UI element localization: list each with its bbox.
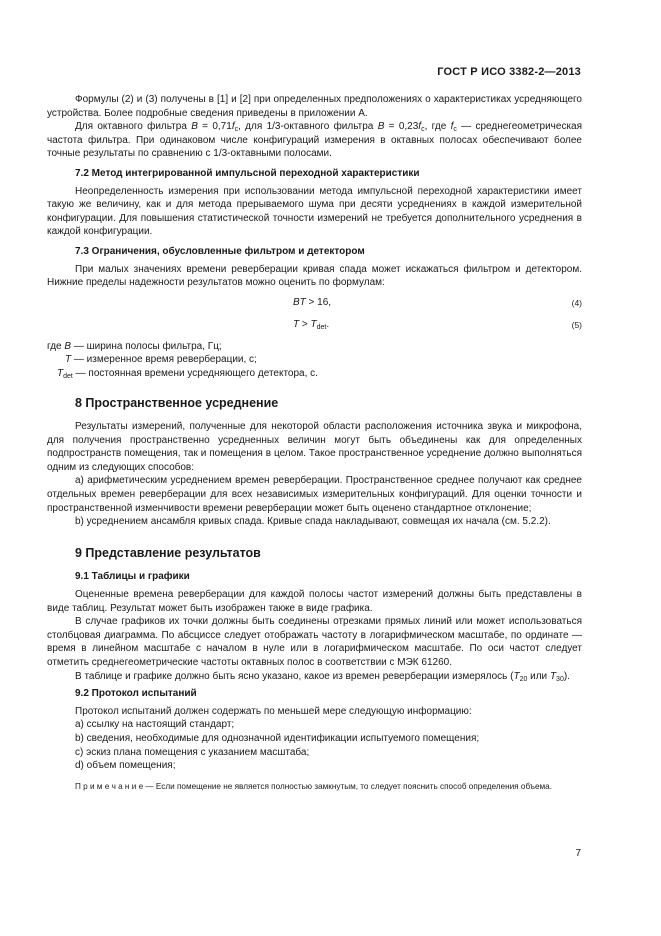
- section-heading-8: 8 Пространственное усреднение: [75, 395, 279, 410]
- section-heading-9-1: 9.1 Таблицы и графики: [75, 571, 190, 583]
- list-item: b) сведения, необходимые для однозначной идентификации испытуемого помещения;: [75, 732, 480, 744]
- paragraph: Формулы (2) и (3) получены в [1] и [2] при определенных предположениях о характеристиках усредняющего устройства. Более подробные сведения приведены в приложении А.: [47, 94, 582, 119]
- formula-4: [47, 292, 582, 314]
- definition-line: $T_{det}$ — постоянная времени усредняющего детектора, с.: [57, 367, 318, 380]
- formula-5: [47, 314, 582, 336]
- formula-number: (4): [571, 297, 582, 308]
- paragraph: При малых значениях времени реверберации кривая спада может искажаться фильтром и детектором. Нижние пределы надежности результатов можно оценить по формулам:: [47, 263, 582, 289]
- paragraph: b) усреднением ансамбля кривых спада. Кривые спада накладывают, совмещая их начала (см. 5.2.2).: [75, 516, 551, 528]
- page-content: [47, 93, 582, 792]
- paragraph: Результаты измерений, полученные для некоторой области расположения источника звука и микрофона, для получения пространственно усредненных величин могут быть объединены как для определенных подпространств помещения, так и помещения в целом. Такое пространственное усреднение должно выполняться одним из следующих способов:: [47, 421, 582, 473]
- paragraph: В случае графиков их точки должны быть соединены отрезками прямых линий или может использоваться столбцовая диаграмма. По абсциссе следует отображать частоту в логарифмическом масштабе, по ординате — время в линейном масштабе с началом в нуле или в логарифмическом масштабе. По оси частот следует отметить среднегеометрические частоты октавных полос в соответствии с МЭК 61260.: [47, 616, 582, 668]
- formula-expression: $T > T_{det}$.: [293, 318, 330, 331]
- list-item: c) эскиз плана помещения с указанием масштаба;: [75, 746, 310, 758]
- definition-line: T — измеренное время реверберации, с;: [65, 354, 257, 366]
- definition-line: где B — ширина полосы фильтра, Гц;: [47, 340, 222, 352]
- section-heading-9: 9 Представление результатов: [75, 545, 261, 560]
- formula-number: (5): [571, 319, 582, 330]
- paragraph: Неопределенность измерения при использовании метода импульсной переходной характеристики имеет такую же величину, как и для метода прерываемого шума при десяти усреднениях в каждой измерительной конфигурации. Для повышения статистической точности измерений не требуется дополнительного усреднения в каждой конфигурации.: [47, 185, 582, 238]
- paragraph: Протокол испытаний должен содержать по меньшей мере следующую информацию:: [75, 705, 472, 717]
- paragraph: Оцененные времена реверберации для каждой полосы частот измерений должны быть представлены в виде таблиц. Результат может быть изображен также в виде графика.: [47, 589, 582, 614]
- section-heading-9-2: 9.2 Протокол испытаний: [75, 688, 197, 700]
- paragraph: Для октавного фильтра $B = 0,71f_c$, для 1/3-октавного фильтра $B = 0,23f_c$, где $f_c$ — среднегеометрическая частота фильтра. При одинаковом числе конфигураций измерения в октавных полосах обеспечивают более точные результаты по сравнению с 1/3-октавными полосами.: [47, 121, 583, 160]
- list-item: d) объем помещения;: [75, 760, 176, 772]
- note: П р и м е ч а н и е — Если помещение не является полностью замкнутым, то следует пояснить способ определения объема.: [75, 781, 552, 791]
- section-heading-7-2: 7.2 Метод интегрированной импульсной переходной характеристики: [75, 167, 420, 179]
- section-heading-7-3: 7.3 Ограничения, обусловленные фильтром и детектором: [75, 245, 365, 257]
- paragraph: В таблице и графике должно быть ясно указано, какое из времен реверберации измерялось ($T_{20}$ или $T_{30}$).: [75, 670, 570, 683]
- formula-expression: BT > 16,: [293, 296, 332, 308]
- paragraph: а) арифметическим усреднением времен реверберации. Пространственное среднее получают как среднее отдельных времен реверберации для всех независимых измерительных конфигураций. Для оценки точности и пространственной изменчивости времени реверберации может быть оценено стандартное отклонение;: [47, 475, 582, 514]
- document-header: ГОСТ Р ИСО 3382-2—2013: [437, 66, 581, 78]
- list-item: а) ссылку на настоящий стандарт;: [75, 719, 235, 731]
- page-number: 7: [575, 848, 581, 859]
